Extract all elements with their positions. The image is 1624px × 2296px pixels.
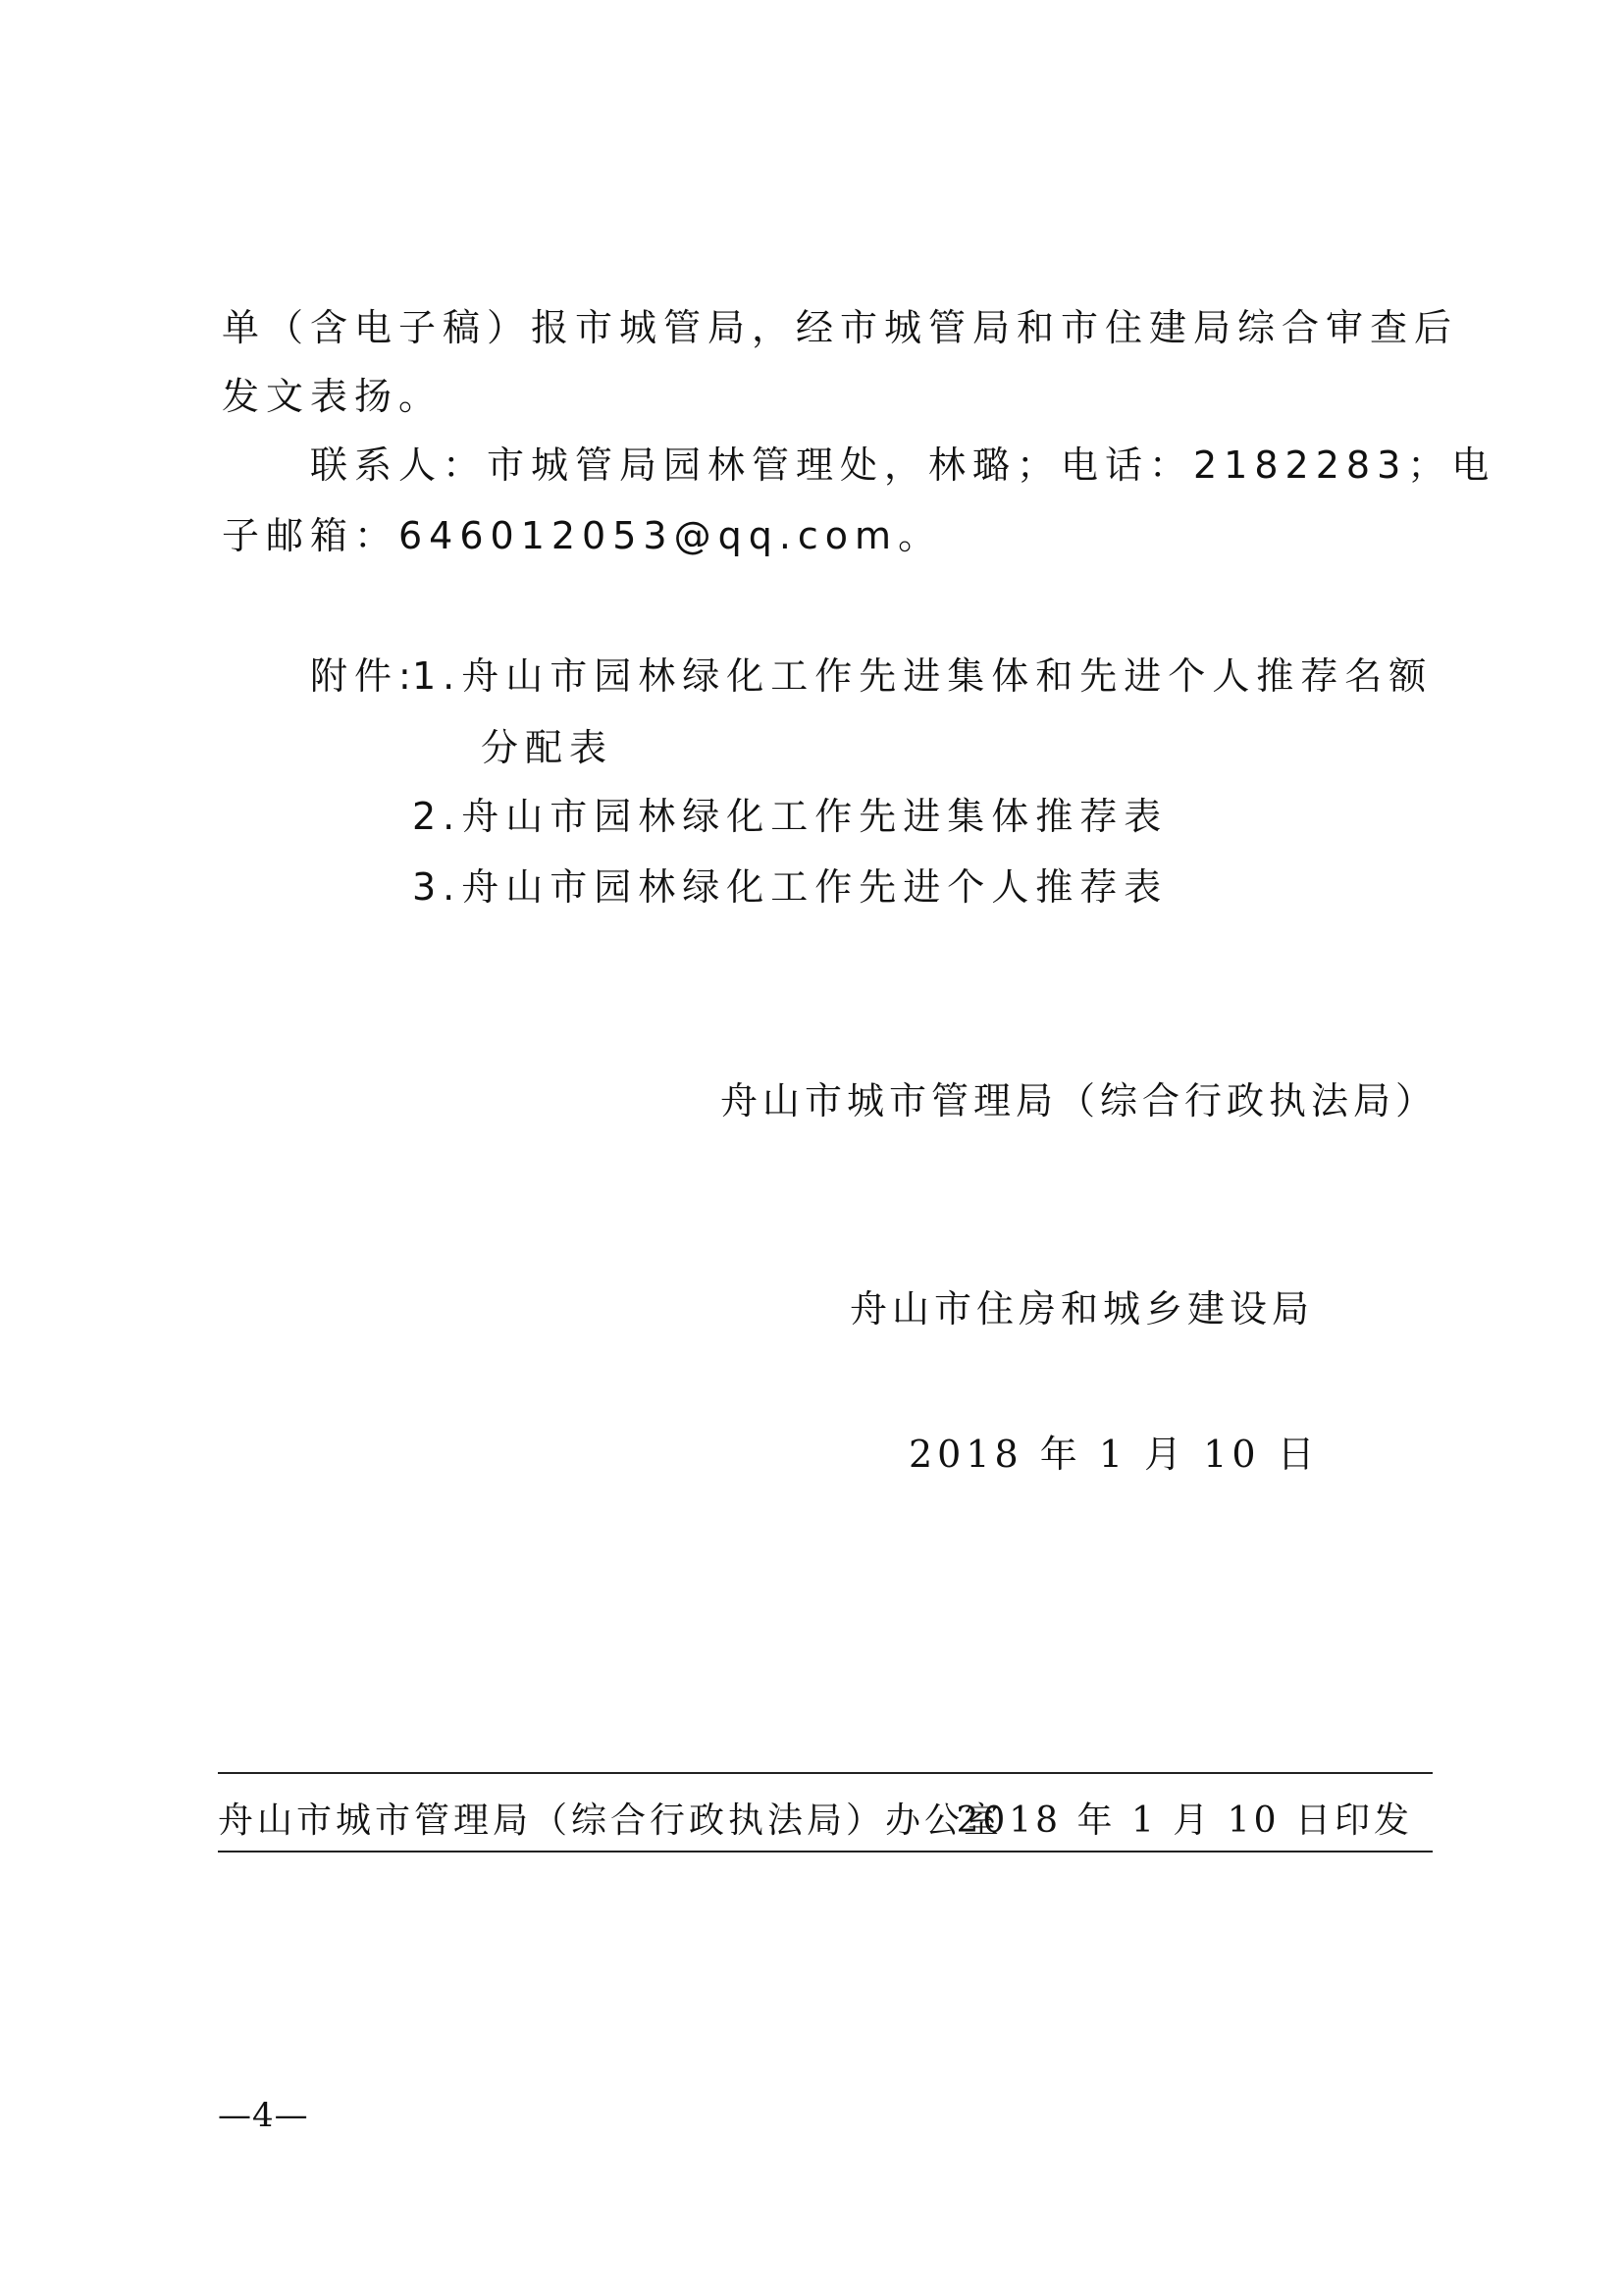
footer-issue-date: 2018 年 1 月 10 日印发 bbox=[956, 1800, 1413, 1841]
attachment-item-2: 2.舟山市园林绿化工作先进集体推荐表 bbox=[412, 795, 1169, 838]
signature-org-2: 舟山市住房和城乡建设局 bbox=[850, 1287, 1315, 1331]
footer-issuer: 舟山市城市管理局（综合行政执法局）办公室 bbox=[218, 1800, 1004, 1841]
attachment-item-3: 3.舟山市园林绿化工作先进个人推荐表 bbox=[412, 865, 1169, 909]
paragraph-line-2: 发文表扬。 bbox=[222, 375, 444, 418]
attachment-item-1-continued: 分配表 bbox=[481, 726, 614, 769]
signature-org-1: 舟山市城市管理局（综合行政执法局） bbox=[720, 1079, 1439, 1122]
attachments-prefix: 附件: bbox=[310, 654, 418, 698]
contact-line-2: 子邮箱：646012053@qq.com。 bbox=[222, 514, 943, 557]
contact-line-1: 联系人：市城管局园林管理处，林璐；电话：2182283；电 bbox=[310, 444, 1496, 487]
footer-issuance-line bbox=[218, 1798, 1433, 1845]
attachment-item-1: 1.舟山市园林绿化工作先进集体和先进个人推荐名额 bbox=[412, 654, 1434, 698]
footer-bottom-rule bbox=[218, 1851, 1433, 1852]
paragraph-line-1: 单（含电子稿）报市城管局，经市城管局和市住建局综合审查后 bbox=[222, 306, 1459, 349]
footer-top-rule bbox=[218, 1772, 1433, 1774]
signature-date: 2018 年 1 月 10 日 bbox=[909, 1433, 1320, 1476]
page-number: —4— bbox=[218, 2096, 309, 2135]
